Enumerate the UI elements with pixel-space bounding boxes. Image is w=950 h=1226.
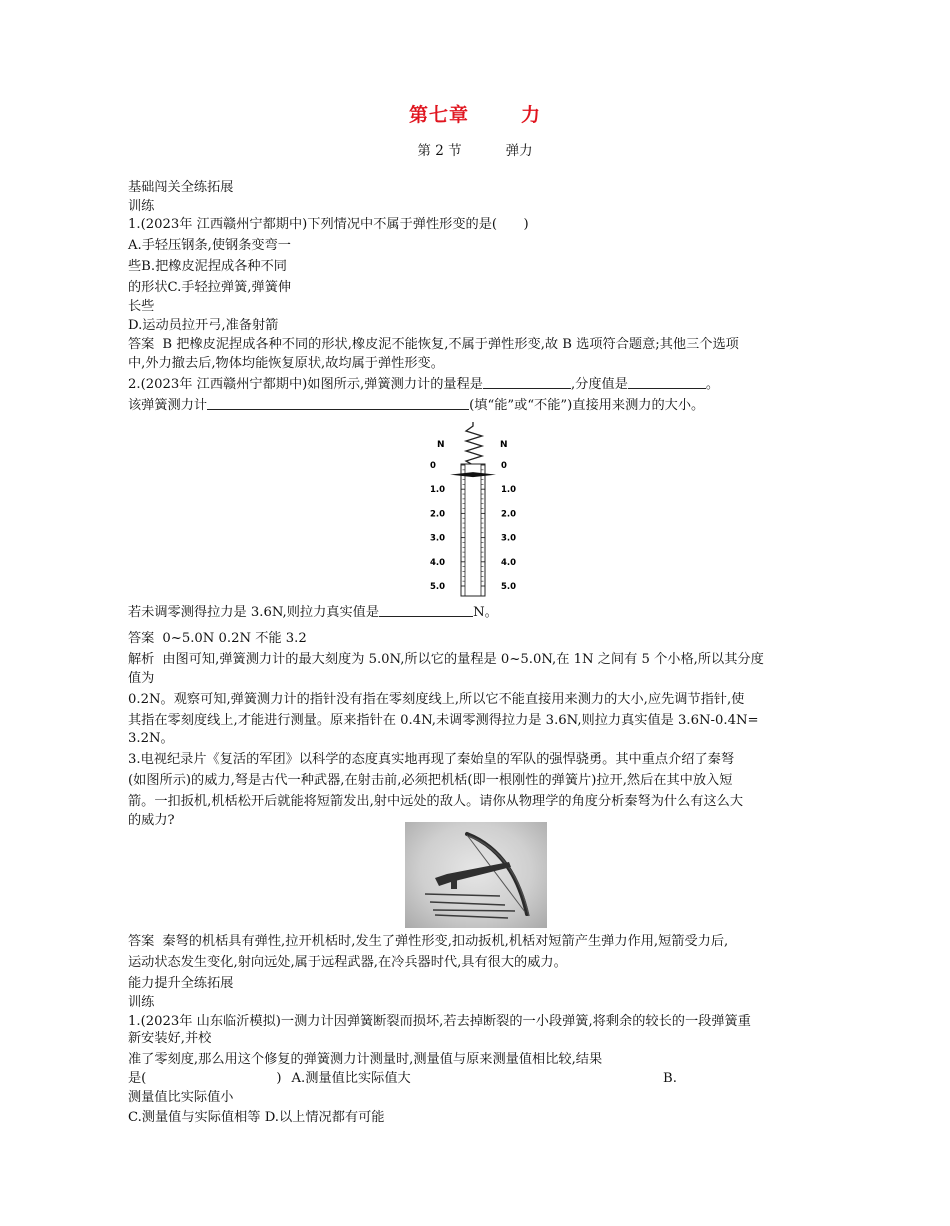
answer-blank[interactable] bbox=[379, 604, 473, 617]
q2-analysis-cont: 其指在零刻度线上,才能进行测量。原来指针在 0.4N,未调零测得拉力是 3.6N,则拉力真实值是 3.6N-0.4N= bbox=[128, 713, 759, 728]
analysis-tag: 解析 bbox=[128, 652, 155, 667]
part2-heading: 能力提升全练拓展 bbox=[128, 976, 234, 991]
pointer-needle bbox=[450, 472, 496, 477]
tick-label: 3.0 bbox=[430, 533, 446, 544]
answer-text: 秦弩的机栝具有弹性,拉开机栝时,发生了弹性形变,扣动扳机,机栝对短箭产生弹力作用,短箭受力后, bbox=[162, 934, 729, 949]
tick-label: 5.0 bbox=[430, 582, 446, 592]
tick-label: 1.0 bbox=[430, 485, 446, 496]
q2-followup-text: N。 bbox=[473, 605, 498, 620]
part1-heading: 基础闯关全练拓展 bbox=[128, 180, 234, 195]
q3-answer bbox=[128, 933, 728, 951]
analysis-text: 由图可知,弹簧测力计的最大刻度为 5.0N,所以它的量程是 0~5.0N,在 1N 之间有 5 个小格,所以其分度 bbox=[162, 652, 764, 667]
q3-stem: 3.电视纪录片《复活的军团》以科学的态度真实地再现了秦始皇的军队的强悍骁勇。其中重点介绍了秦弩 bbox=[128, 752, 735, 767]
tick-label: 5.0 bbox=[501, 582, 517, 592]
crossbow-photo bbox=[405, 822, 547, 928]
answer-blank[interactable] bbox=[483, 376, 571, 389]
scale-pointer bbox=[450, 472, 496, 477]
q3-stem-cont: 箭。一扣扳机,机栝松开后就能将短箭发出,射中远处的敌人。请你从物理学的角度分析秦弩为什么有这么大 bbox=[128, 794, 744, 809]
q1-option-line: 些B.把橡皮泥捏成各种不同 bbox=[128, 259, 287, 274]
q3-stem-cont: 的威力? bbox=[128, 813, 175, 828]
section-name: 弹力 bbox=[505, 143, 533, 159]
chapter-title bbox=[0, 100, 950, 127]
crossbow-illustration bbox=[405, 822, 547, 928]
tick-label: 4.0 bbox=[430, 557, 446, 568]
q1-option-line: 的形状C.手轻拉弹簧,弹簧伸 bbox=[128, 280, 292, 295]
q2-analysis bbox=[128, 651, 764, 669]
q4-option-cd: C.测量值与实际值相等 D.以上情况都有可能 bbox=[128, 1110, 385, 1125]
q2-followup-text: 若未调零测得拉力是 3.6N,则拉力真实值是 bbox=[128, 605, 380, 620]
q2-line2-text: (填“能”或“不能”)直接用来测力的大小。 bbox=[469, 398, 705, 413]
answer-text: B 把橡皮泥捏成各种不同的形状,橡皮泥不能恢复,不属于弹性形变,故 B 选项符合题意;其他三个选项 bbox=[162, 337, 739, 352]
q2-line2 bbox=[128, 397, 704, 415]
q4-stem-cont: 准了零刻度,那么用这个修复的弹簧测力计测量时,测量值与原来测量值相比较,结果 bbox=[128, 1052, 603, 1067]
q1-option-line: 长些 bbox=[128, 299, 155, 314]
tick-label: 0 bbox=[501, 461, 507, 471]
q3-stem-cont: (如图所示)的威力,弩是古代一种武器,在射击前,必须把机栝(即一根刚性的弹簧片)拉开,然后在其中放入短 bbox=[128, 773, 733, 788]
answer-text: 0~5.0N 0.2N 不能 3.2 bbox=[162, 631, 307, 646]
tick-label: 1.0 bbox=[501, 485, 517, 496]
q2-stem-text: 2.(2023年 江西赣州宁都期中)如图所示,弹簧测力计的量程是 bbox=[128, 377, 483, 392]
tick-label: 3.0 bbox=[501, 533, 517, 544]
q2-line2-text: 该弹簧测力计 bbox=[128, 398, 208, 413]
answer-tag: 答案 bbox=[128, 631, 155, 646]
chapter-name: 力 bbox=[521, 104, 542, 126]
q1-answer-cont: 中,外力撤去后,物体均能恢复原状,故均属于弹性形变。 bbox=[128, 356, 444, 371]
q1-option-line: D.运动员拉开弓,准备射箭 bbox=[128, 318, 279, 333]
tick-label: 0 bbox=[430, 461, 436, 471]
q1-answer bbox=[128, 336, 739, 354]
answer-blank[interactable] bbox=[628, 376, 706, 389]
scale-unit-right: N bbox=[500, 440, 508, 450]
scale-unit-left: N bbox=[437, 440, 445, 450]
part1-heading-cont: 训练 bbox=[128, 199, 155, 214]
q2-followup bbox=[128, 604, 498, 622]
q4-option-b: 测量值比实际值小 bbox=[128, 1090, 234, 1105]
tick-label: 4.0 bbox=[501, 557, 517, 568]
q4-stem-cont: 新安装好,并校 bbox=[128, 1031, 212, 1046]
q4-option-b-label: B. bbox=[663, 1071, 677, 1086]
q4-stem-cont bbox=[128, 1070, 411, 1088]
q2-stem bbox=[128, 376, 719, 394]
q3-answer-cont: 运动状态发生变化,射向远处,属于远程武器,在冷兵器时代,具有很大的威力。 bbox=[128, 955, 567, 970]
section-title bbox=[0, 139, 950, 159]
q1-stem: 1.(2023年 江西赣州宁都期中)下列情况中不属于弹性形变的是( ) bbox=[128, 217, 529, 232]
part2-heading-cont: 训练 bbox=[128, 995, 155, 1010]
tick-label: 2.0 bbox=[501, 509, 517, 520]
q2-answer bbox=[128, 630, 307, 648]
section-label: 第 2 节 bbox=[417, 143, 462, 159]
q1-option-line: A.手轻压钢条,使钢条变弯一 bbox=[128, 238, 291, 253]
chapter-label: 第七章 bbox=[408, 104, 469, 126]
q2-stem-text: 。 bbox=[705, 377, 720, 392]
spring-scale-figure bbox=[428, 420, 528, 600]
q2-analysis-cont: 值为 bbox=[128, 671, 155, 686]
q2-analysis-cont: 3.2N。 bbox=[128, 731, 174, 746]
answer-tag: 答案 bbox=[128, 337, 155, 352]
q4-stem: 1.(2023年 山东临沂模拟)一测力计因弹簧断裂而损坏,若去掉断裂的一小段弹簧,将剩余的较长的一段弹簧重 bbox=[128, 1014, 751, 1029]
q4-stem-text: ) bbox=[276, 1071, 282, 1086]
q2-stem-text: ,分度值是 bbox=[570, 377, 628, 392]
q4-option-a: A.测量值比实际值大 bbox=[291, 1071, 411, 1086]
q2-analysis-cont: 0.2N。观察可知,弹簧测力计的指针没有指在零刻度线上,所以它不能直接用来测力的大小,应先调节指针,使 bbox=[128, 692, 745, 707]
answer-blank[interactable] bbox=[207, 397, 469, 410]
tick-label: 2.0 bbox=[430, 509, 446, 520]
answer-tag: 答案 bbox=[128, 934, 155, 949]
q4-stem-text: 是( bbox=[128, 1071, 147, 1086]
